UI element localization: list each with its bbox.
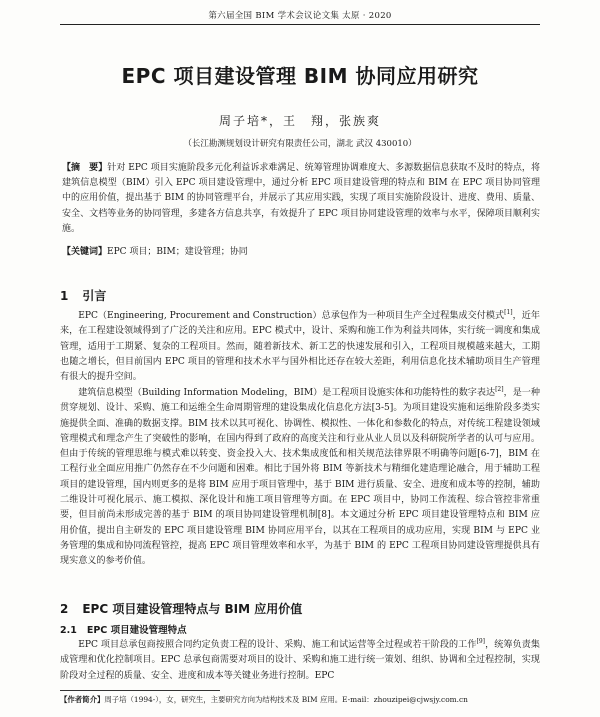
footnote-rule: [60, 690, 220, 691]
body-paragraph: [60, 386, 540, 570]
section-heading-epc: [60, 600, 302, 617]
paragraph-text: EPC（Engineering, Procurement and Construction）总承包作为一种项目生产全过程集成交付模式: [78, 311, 505, 321]
body-paragraph: [60, 309, 540, 385]
body-paragraph: [60, 638, 540, 684]
subsection-title: EPC 项目建设管理特点: [86, 625, 187, 636]
subsection-number: 2.1: [60, 625, 77, 636]
footnote-text: 周子培（1994-），女，研究生，主要研究方向为结构技术及 BIM 应用。E-mail：zhouzipei@cjwsjy.com.cn: [104, 695, 468, 704]
subsection-heading: [60, 622, 187, 636]
affiliation: （长江勘测规划设计研究有限责任公司，湖北 武汉 430010）: [183, 139, 417, 149]
section-number: 2: [60, 602, 69, 616]
section-title: 引言: [82, 289, 107, 303]
section-title: EPC 项目建设管理特点与 BIM 应用价值: [82, 602, 303, 616]
paragraph-text: ，统筹负责集成管理和优化控制项目。EPC 总承包商需要对项目的设计、采购和施工进行统一策划、组织、协调和全过程控制，实现阶段对全过程的质量、安全、进度和成本等关键业务进行控制。EPC: [60, 640, 540, 681]
keywords-text: EPC 项目；BIM；建设管理；协同: [107, 247, 248, 257]
author-list: 周子培*，王 翔，张族爽: [218, 114, 381, 128]
section-number: 1: [60, 289, 69, 303]
keywords-label: 【关键词】: [62, 247, 108, 257]
paper-title: EPC 项目建设管理 BIM 协同应用研究: [121, 64, 479, 88]
paragraph-text: ，是一种贯穿规划、设计、采购、施工和运维全生命周期管理的建设集成化信息化方法[3-5]。为项目建设实施和运维阶段多类实施提供全面、准确的数据支撑。BIM 技术以其可视化、协调性、模拟性、一体化和参数化的特点，对传统工程建设领域管理模式和理念产生了突破性的影响，在国内得到了政府的高度关注和行业从业人员以及科研院所学者的认可与应用。但由于传统的管理思维与模式难以转变、资金投入大、技术集成度低和相关规范法律界限不明确等问题[6-7]，BIM 在工程行业全面应用推广仍然存在不少问题和困难。相比于国外将 BIM 等新技术与精细化建造理论融合，用于辅助工程项目的建设管理，国内则更多的是将 BIM 应用于项目管理中，基于 BIM 进行质量、安全、进度和成本等的控制，辅助二维设计可视化展示、施工模拟、深化设计和施工项目管理等方面。在 EPC 项目中，协同工作流程、综合管控非常重要，但目前尚未形成完善的基于 BIM 的项目协同建设管理机制[8]。本文通过分析 EPC 项目建设管理特点和 BIM 应用价值，提出自主研发的 EPC 项目建设管理 BIM 协同应用平台，以其在工程项目的成功应用，实现 BIM 与 EPC 业务管理的集成和协同流程管控，提高 EPC 项目管理效率和水平，为基于 BIM 的 EPC 工程项目协同建设管理提供具有现实意义的参考价值。: [60, 388, 540, 567]
citation: [9]: [476, 637, 486, 645]
footnote-label: 【作者简介】: [60, 695, 105, 704]
citation: [2]: [495, 385, 504, 393]
citation: [1]: [504, 308, 513, 316]
abstract: [62, 161, 540, 237]
paragraph-text: ，近年来，在工程建设领域得到了广泛的关注和应用。EPC 模式中，设计、采购和施工作为利益共同体，实行统一调度和集成管理，适用于工期紧、复杂的工程项目。然而，随着新技术、新工艺的快速发展和引入，工程项目规模越来越大，工期也随之增长，但目前国内 EPC 项目的管理和技术水平与国外相比还存在较大差距，利用信息化技术辅助项目生产管理有很大的提升空间。: [60, 311, 540, 383]
paragraph-text: EPC 项目总承包商按照合同约定负责工程的设计、采购、施工和试运营等全过程或若干阶段的工作: [78, 640, 477, 650]
header-rule: [60, 24, 540, 25]
running-header: 第六届全国 BIM 学术会议论文集 太原 · 2020: [208, 11, 392, 21]
abstract-label: 【摘 要】: [62, 163, 108, 173]
paragraph-text: 建筑信息模型（Building Information Modeling，BIM）是工程项目设施实体和功能特性的数字表达: [78, 388, 496, 398]
author-footnote: [60, 695, 540, 705]
section-heading-intro: [60, 287, 106, 304]
keywords: [62, 245, 540, 260]
abstract-text: 针对 EPC 项目实施阶段多元化利益诉求难满足、统筹管理协调难度大、多源数据信息获取不及时的特点，将建筑信息模型（BIM）引入 EPC 项目建设管理中，通过分析 EPC 项目建设管理的特点和 BIM 在 EPC 项目协同管理中的应用价值，提出基于 BIM 的协同管理平台，并展示了其应用实践，实现了项目实施阶段设计、进度、费用、质量、安全、文档等业务的协同管理，多建各方信息共享，有效提升了 EPC 项目协同建设管理的效率与水平，保障项目顺利实施。: [62, 163, 540, 234]
